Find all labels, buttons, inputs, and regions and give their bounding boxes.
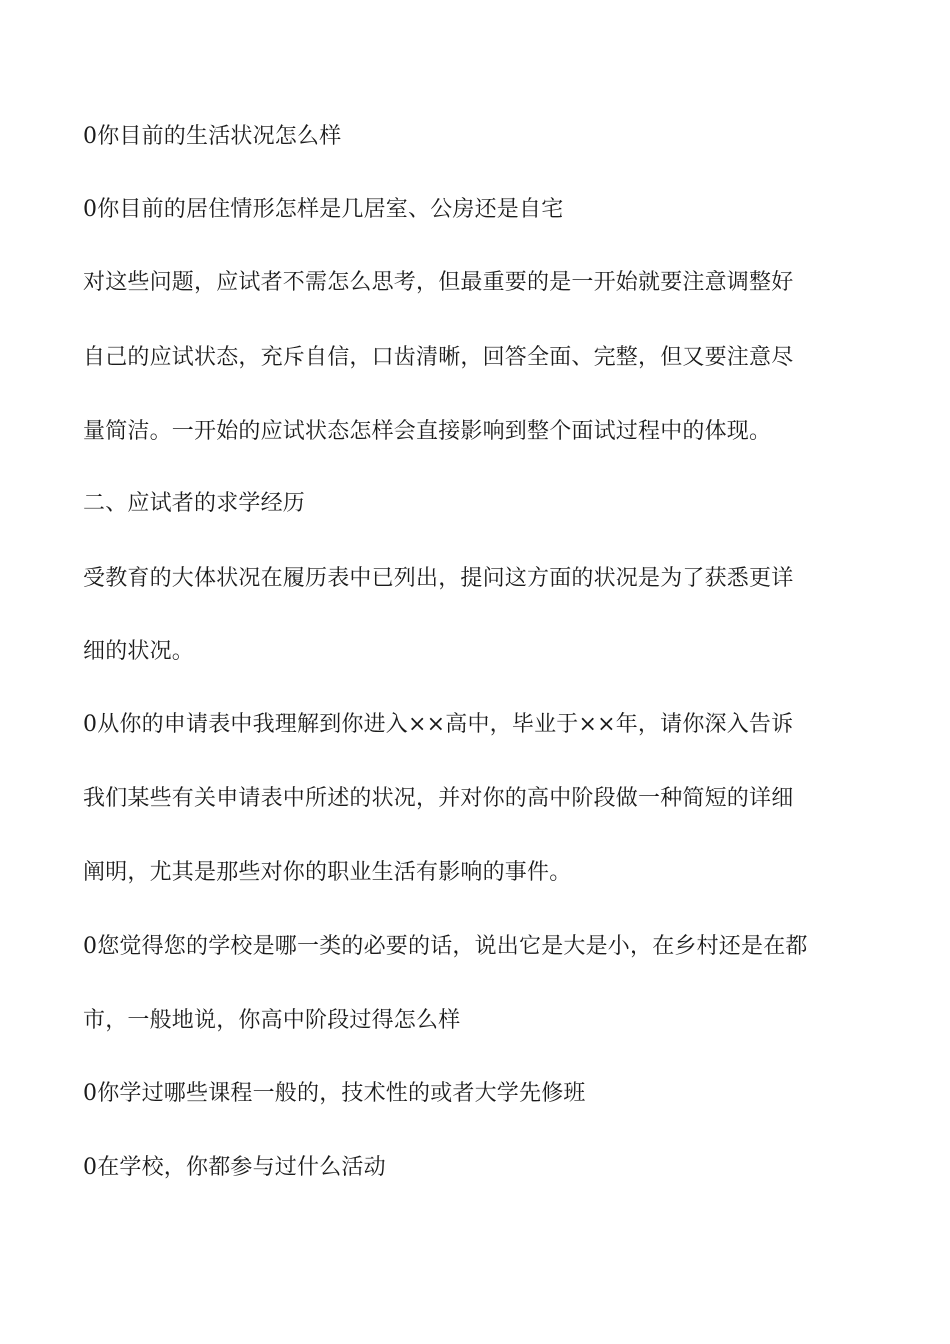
paragraph-line: 细的状况。 <box>83 639 195 664</box>
paragraph-line: 自己的应试状态，充斥自信，口齿清晰，回答全面、完整，但又要注意尽 <box>83 345 794 370</box>
paragraph-line: 量简洁。一开始的应试状态怎样会直接影响到整个面试过程中的体现。 <box>83 419 772 444</box>
question-line: 0你目前的居住情形怎样是几居室、公房还是自宅 <box>83 197 564 222</box>
question-line: 0你学过哪些课程一般的，技术性的或者大学先修班 <box>83 1081 586 1106</box>
question-line: 阐明，尤其是那些对你的职业生活有影响的事件。 <box>83 860 572 885</box>
question-line: 市，一般地说，你高中阶段过得怎么样 <box>83 1008 461 1033</box>
question-line: 我们某些有关申请表中所述的状况，并对你的高中阶段做一种简短的详细 <box>83 786 794 811</box>
paragraph-line: 对这些问题，应试者不需怎么思考，但最重要的是一开始就要注意调整好 <box>83 270 794 295</box>
question-line: 0你目前的生活状况怎么样 <box>83 124 342 149</box>
question-line: 0在学校，你都参与过什么活动 <box>83 1155 386 1180</box>
question-line: 0您觉得您的学校是哪一类的必要的话，说出它是大是小，在乡村还是在都 <box>83 934 808 959</box>
question-line: 0从你的申请表中我理解到你进入××高中，毕业于××年，请你深入告诉 <box>83 712 794 737</box>
paragraph-line: 受教育的大体状况在履历表中已列出，提问这方面的状况是为了获悉更详 <box>83 566 794 591</box>
section-heading: 二、应试者的求学经历 <box>83 491 306 516</box>
